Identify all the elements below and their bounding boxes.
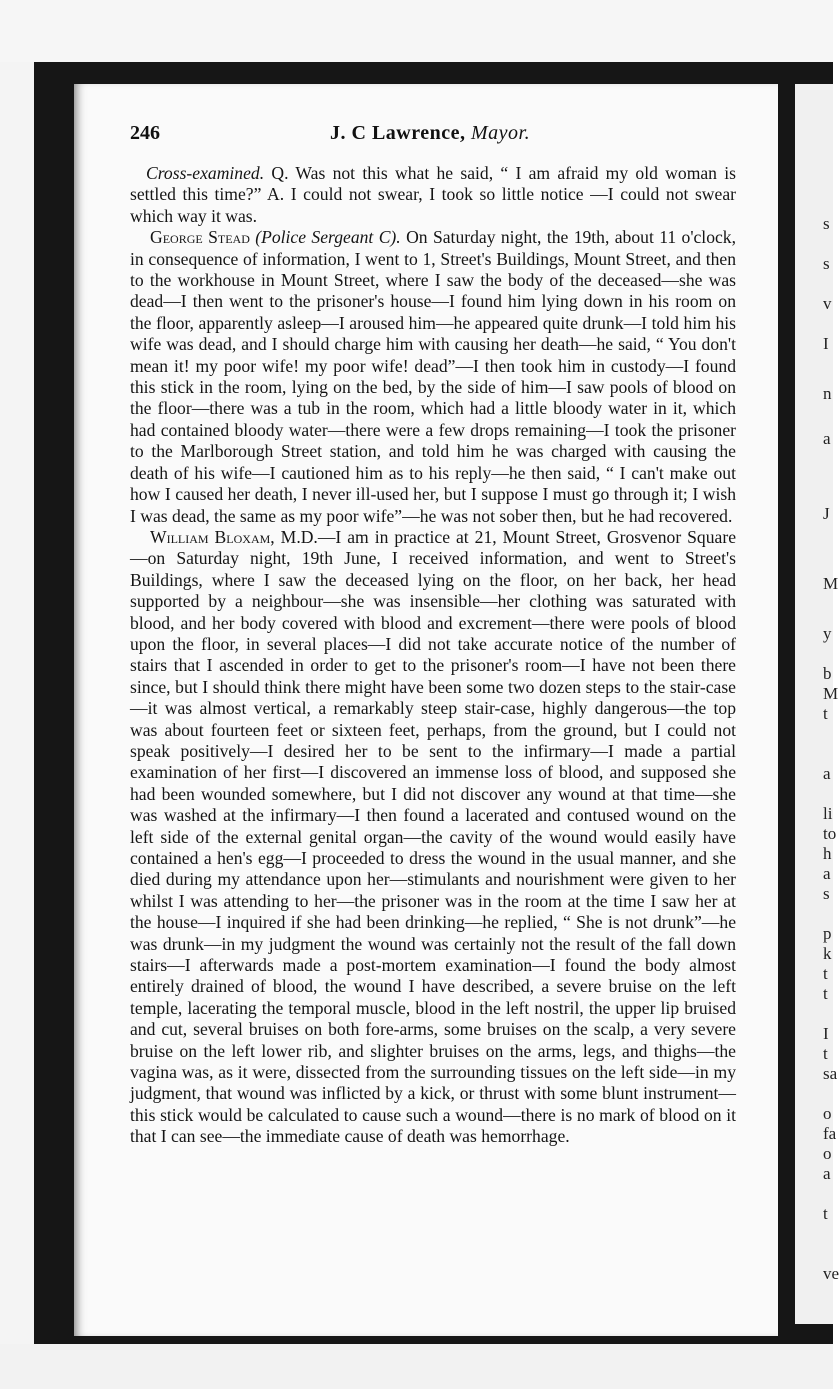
facing-page-fragment: a	[823, 864, 831, 883]
page-number: 246	[130, 122, 160, 144]
facing-page-fragment: s	[823, 254, 830, 273]
facing-page-fragment: fa	[823, 1124, 837, 1143]
facing-page-fragment: o	[823, 1104, 832, 1123]
facing-page-fragment: t	[823, 1204, 828, 1223]
facing-page-fragment: h	[823, 844, 832, 863]
facing-page-fragment: n	[823, 384, 832, 403]
facing-page-fragment: I	[823, 334, 829, 353]
facing-page-fragment: t	[823, 1044, 828, 1063]
facing-page-fragment: a	[823, 1164, 831, 1183]
facing-page-fragment: t	[823, 984, 828, 1003]
paragraph-cross-examination	[130, 163, 736, 227]
paragraph-lead: William Bloxam,	[150, 526, 275, 547]
facing-page-fragment: M	[823, 684, 839, 703]
facing-page-fragment: b	[823, 664, 832, 683]
facing-page-fragment: a	[823, 764, 831, 783]
paragraph-lead: Cross-examined.	[146, 163, 265, 183]
facing-page-fragment: k	[823, 944, 832, 963]
paragraph-text: M.D.—I am in practice at 21, Mount Street, Grosvenor Square—on Saturday night, 19th June, I received information, and went to Street's Buildings, where I saw the deceased lying on the floor, on her back, her head supported by a neighbour—she was insensible—her clothing was saturated with blood, and her body covered with blood and excrement—there were pools of blood upon the floor, in several places—I did not take accurate notice of the number of stairs that I ascended in order to get to the prisoner's room—I have not been there since, but I should think there might have been some two dozen steps to the stair-case—it was almost vertical, a remarkably steep stair-case, highly dangerous—the top was about fourteen feet or sixteen feet, perhaps, from the ground, but I could not speak positively—I desired her to be sent to the infirmary—I made a partial examination of her first—I discovered an immense loss of blood, and supposed she had been wounded somewhere, but I did not discover any wound at that time—she was washed at the infirmary—I then found a lacerated and contused wound on the left side of the external genital organ—the cavity of the wound would easily have contained a hen's egg—I proceeded to dress the wound in the usual manner, and she died during my attendance upon her—stimulants and nourishment were given to her whilst I was attending to her—the prisoner was in the room at the time I saw her at the house—I inquired if she had been drinking—he replied, “ She is not drunk”—he was drunk—in my judgment the wound was certainly not the result of the fall down stairs—I afterwards made a post-mortem examination—I found the body almost entirely drained of blood, the wound I have described, a severe bruise on the left temple, lacerating the temporal muscle, blood in the left nostril, the upper lip bruised and cut, several bruises on both fore-arms, some bruises on the scalp, a very severe bruise on the left lower rib, and slighter bruises on the arms, legs, and thighs—the vagina was, as it were, dissected from the surrounding tissues on the left side—in my judgment, that wound was inflicted by a kick, or thrust with some blunt instrument—this stick would be calculated to cause such a wound—there is no mark of blood on it that I can see—the immediate cause of death was hemorrhage.	[130, 526, 736, 1147]
facing-page-fragment: t	[823, 964, 828, 983]
facing-page-fragment: a	[823, 429, 831, 448]
facing-page-fragment: t	[823, 704, 828, 723]
scan-bottom-margin	[0, 1344, 833, 1389]
paragraph-lead-suffix: (Police Sergeant C).	[255, 227, 401, 248]
facing-page-fragment: li	[823, 804, 833, 823]
paragraph-text: On Saturday night, the 19th, about 11 o'clock, in consequence of information, I went to 1, Street's Buildings, Mount Street, and then to the workhouse in Mount Street, where I saw the body of the deceased—she was dead—I then went to the prisoner's house—I found him lying down in his room on the floor, apparently asleep—I aroused him—he appeared quite drunk—I told him his wife was dead, and I should charge him with causing her death—he said, “ You don't mean it! my poor wife! my poor wife! dead”—I then took him in custody—I found this stick in the room, lying on the bed, by the side of him—I saw pools of blood on the floor—there was a tub in the room, which had a little bloody water in it, which had contained bloody water—there were a few drops remaining—I took the prisoner to the Marlborough Street station, and told him he was charged with causing the death of his wife—I cautioned him as to his reply—he then said, “ I can't make out how I caused her death, I never ill-used her, but I suppose I must go through it; I wish I was dead, the same as my poor wife”—he was not sober then, but he had recovered.	[130, 227, 736, 526]
facing-page-edge	[795, 84, 839, 1324]
facing-page-fragment: J	[823, 504, 830, 523]
running-head-name: J. C Lawrence,	[330, 122, 466, 144]
paragraph-lead: George Stead	[150, 227, 250, 248]
scan-top-margin	[0, 0, 833, 62]
body-text	[130, 163, 736, 1148]
paragraph-william-bloxam	[130, 527, 736, 1148]
facing-page-fragment: v	[823, 294, 832, 313]
paragraph-text: Q. Was not this what he said, “ I am afraid my old woman is settled this time?” A. I could not swear, I took so little notice —I could not swear which way it was.	[130, 163, 736, 226]
page-header	[130, 122, 740, 150]
facing-page-fragment: I	[823, 1024, 829, 1043]
facing-page-fragment: s	[823, 214, 830, 233]
facing-page-fragment: s	[823, 884, 830, 903]
paragraph-george-stead	[130, 227, 736, 527]
facing-page-fragment: ve	[823, 1264, 839, 1283]
running-head	[330, 122, 530, 145]
running-head-title: Mayor.	[471, 122, 531, 144]
facing-page-fragment: p	[823, 924, 832, 943]
facing-page-fragment: o	[823, 1144, 832, 1163]
facing-page-fragment: to	[823, 824, 837, 843]
scan-left-margin	[0, 62, 34, 1344]
facing-page-fragment: y	[823, 624, 832, 643]
facing-page-fragment: sa	[823, 1064, 838, 1083]
facing-page-fragment: M	[823, 574, 839, 593]
